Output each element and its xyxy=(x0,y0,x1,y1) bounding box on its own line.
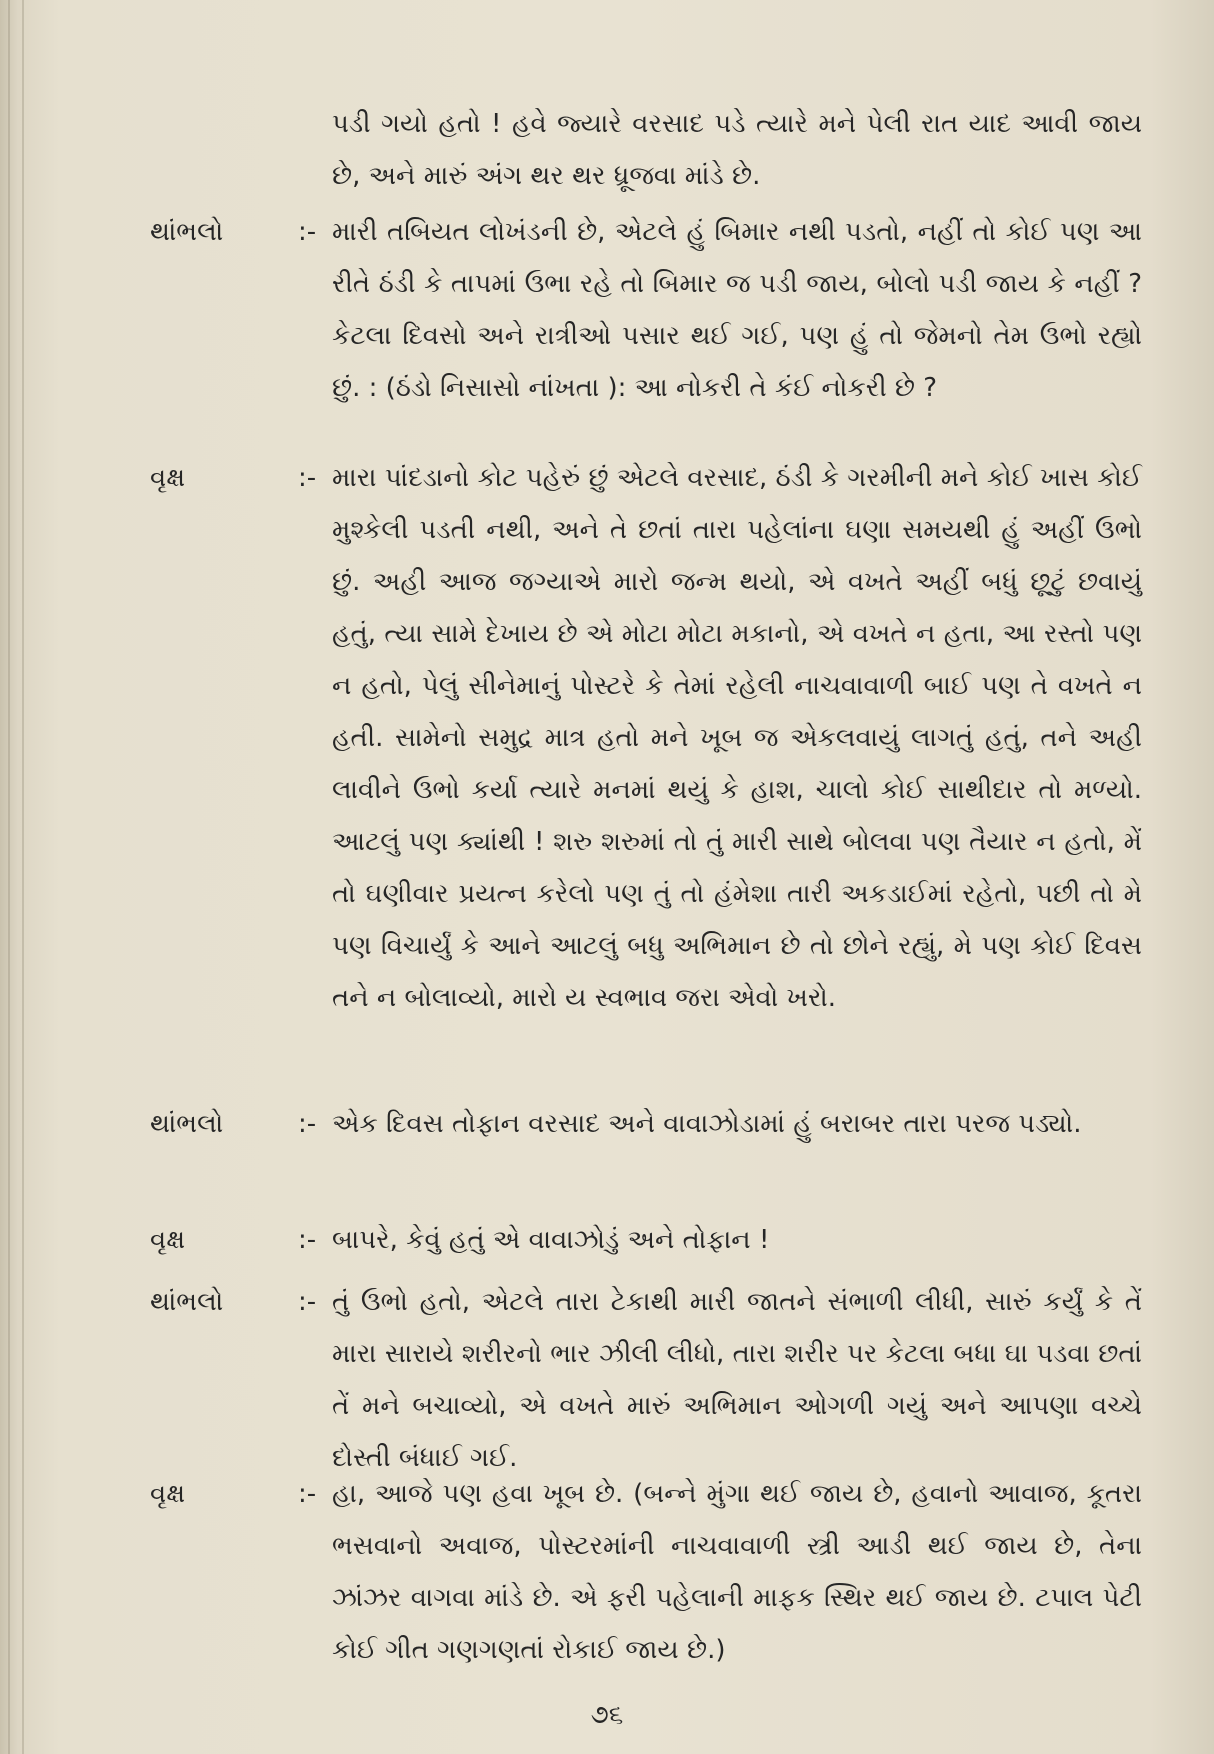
separator: :- xyxy=(298,1225,317,1255)
dialogue-text: મારા પાંદડાનો કોટ પહેરું છું એટલે વરસાદ, ઠંડી કે ગરમીની મને કોઈ ખાસ કોઈ મુશ્કેલી પડતી નથી, અને તે છતાં તારા પહેલાંના ઘણા સમયથી હું અહીં ઉભો છું. અહી આજ જગ્યાએ મારો જન્મ થયો, એ વખતે અહીં બધું છૂટું છવાયું હતું, ત્યા સામે દેખાય છે એ મોટા મોટા મકાનો, એ વખતે ન હતા, આ રસ્તો પણ ન હતો, પેલું સીનેમાનું પોસ્ટરે કે તેમાં રહેલી નાચવાવાળી બાઈ પણ તે વખતે ન હતી. સામેનો સમુદ્ર માત્ર હતો મને ખૂબ જ એકલવાયું લાગતું હતું, તને અહી લાવીને ઉભો કર્યા ત્યારે મનમાં થયું કે હાશ, ચાલો કોઈ સાથીદાર તો મળ્યો. આટલું પણ ક્યાંથી ! શરુ શરુમાં તો તું મારી સાથે બોલવા પણ તૈયાર ન હતો, મેં તો ઘણીવાર પ્રયત્ન કરેલો પણ તું તો હંમેશા તારી અકડાઈમાં રહેતો, પછી તો મે પણ વિચાર્યું કે આને આટલું બધુ અભિમાન છે તો છોને રહ્યું, મે પણ કોઈ દિવસ તને ન બોલાવ્યો, મારો ય સ્વભાવ જરા એવો ખરો. xyxy=(332,463,1142,1013)
dialogue-text: એક દિવસ તોફાન વરસાદ અને વાવાઝોડામાં હું બરાબર તારા પરજ પડ્યો. xyxy=(332,1109,1082,1139)
separator: :- xyxy=(298,1479,317,1509)
speaker-name: થાંભલો xyxy=(150,217,224,247)
dialogue-text: હા, આજે પણ હવા ખૂબ છે. (બન્ને મુંગા થઈ જાય છે, હવાનો આવાજ, કૂતરા ભસવાનો અવાજ, પોસ્ટરમાંની નાચવાવાળી સ્ત્રી આડી થઈ જાય છે, તેના ઝાંઝર વાગવા માંડે છે. એ ફરી પહેલાની માફક સ્થિર થઈ જાય છે. ટપાલ પેટી કોઈ ગીત ગણગણતાં રોકાઈ જાય છે.) xyxy=(332,1479,1142,1665)
dialogue-text: મારી તબિયત લોખંડની છે, એટલે હું બિમાર નથી પડતો, નહીં તો કોઈ પણ આ રીતે ઠંડી કે તાપમાં ઉભા રહે તો બિમાર જ પડી જાય, બોલો પડી જાય કે નહીં ? કેટલા દિવસો અને રાત્રીઓ પસાર થઈ ગઈ, પણ હું તો જેમનો તેમ ઉભો રહ્યો છું. : (ઠંડો નિસાસો નાંખતા ): આ નોકરી તે કંઈ નોકરી છે ? xyxy=(332,217,1142,403)
page-number: ૭૬ xyxy=(590,1700,624,1730)
page-edge xyxy=(8,0,10,1754)
speaker-name: થાંભલો xyxy=(150,1287,224,1317)
separator: :- xyxy=(298,463,317,493)
continued-paragraph: પડી ગયો હતો ! હવે જ્યારે વરસાદ પડે ત્યારે મને પેલી રાત યાદ આવી જાય છે, અને મારું અંગ થર થર ધ્રૂજવા માંડે છે. xyxy=(332,109,1142,191)
speaker-name: વૃક્ષ xyxy=(150,1479,186,1509)
speaker-name: થાંભલો xyxy=(150,1109,224,1139)
speaker-name: વૃક્ષ xyxy=(150,1225,186,1255)
separator: :- xyxy=(298,1287,317,1317)
separator: :- xyxy=(298,1109,317,1139)
page-edge xyxy=(22,0,24,1754)
dialogue-text: તું ઉભો હતો, એટલે તારા ટેકાથી મારી જાતને સંભાળી લીધી, સારું કર્યું કે તેં મારા સારાયે શરીરનો ભાર ઝીલી લીધો, તારા શરીર પર કેટલા બધા ઘા પડવા છતાં તેં મને બચાવ્યો, એ વખતે મારું અભિમાન ઓગળી ગયું અને આપણા વચ્ચે દોસ્તી બંધાઈ ગઈ. xyxy=(332,1287,1142,1473)
separator: :- xyxy=(298,217,317,247)
dialogue-text: બાપરે, કેવું હતું એ વાવાઝોડું અને તોફાન ! xyxy=(332,1225,770,1255)
speaker-name: વૃક્ષ xyxy=(150,463,186,493)
